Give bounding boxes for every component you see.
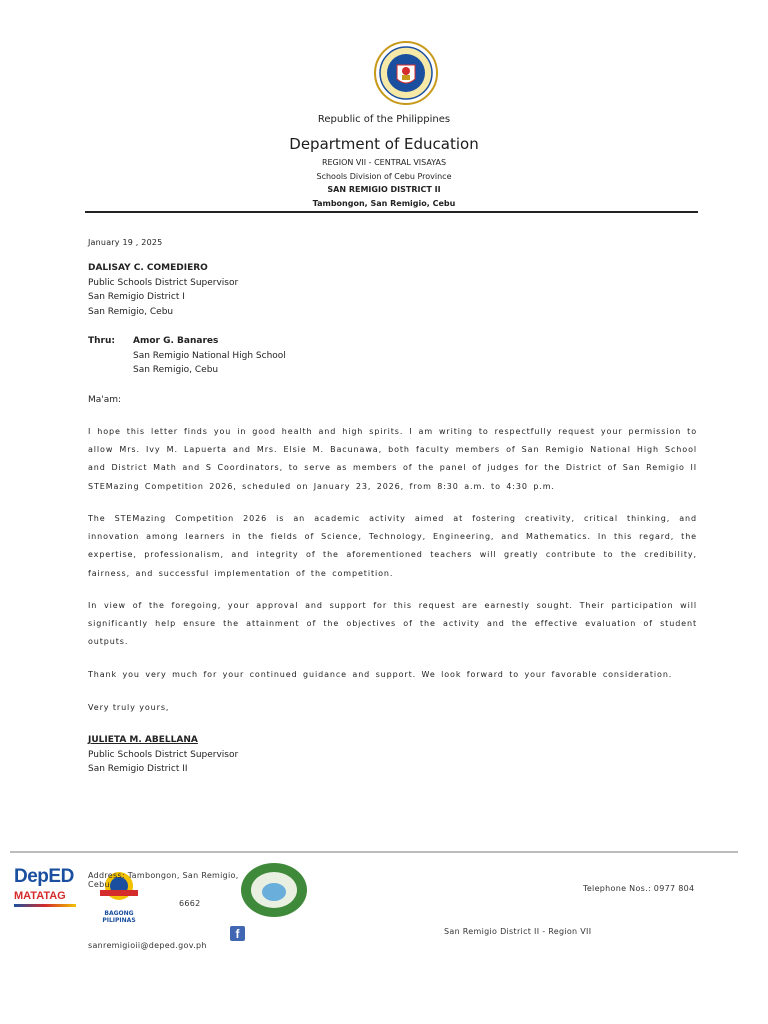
recipient-title: Public Schools District Supervisor xyxy=(88,277,239,288)
republic-label: Republic of the Philippines xyxy=(317,114,451,125)
thru-location: San Remigio, Cebu xyxy=(133,365,219,375)
header-divider xyxy=(85,211,698,213)
signatory-block xyxy=(88,733,238,777)
bagong-pilipinas-text: BAGONG PILIPINAS xyxy=(102,910,136,924)
body-paragraph-4: Thank you very much for your continued guidance and support. We look forward to your favorable consideration. xyxy=(88,670,673,679)
body-paragraph-1: I hope this letter finds you in good health and high spirits. I am writing to respectfully request your permission to allow Mrs. Ivy M. Lapuerta and Mrs. Elsie M. Bacunawa, both faculty members of San Remigio National High School and District Math and S Coordinators, to serve as members of the panel of judges for the District of San Remigio II STEMazing Competition 2026, scheduled on January 23, 2026, from 8:30 a.m. to 4:30 p.m. xyxy=(88,427,697,491)
region-label: REGION VII - CENTRAL VISAYAS xyxy=(321,158,447,167)
footer-zip: 6662 xyxy=(179,899,201,908)
closing: Very truly yours, xyxy=(88,703,170,712)
header-address: Tambongon, San Remigio, Cebu xyxy=(312,199,456,208)
letter-date: January 19 , 2025 xyxy=(88,238,163,247)
footer-email[interactable]: sanremigioii@deped.gov.ph xyxy=(88,941,207,950)
department-title: Department of Education xyxy=(289,135,479,153)
thru-name: Amor G. Banares xyxy=(133,336,219,346)
matatag-text: MATATAG xyxy=(14,890,66,902)
deped-matatag-logo xyxy=(14,866,78,918)
thru-block xyxy=(133,334,286,378)
footer-divider xyxy=(10,851,738,853)
matatag-stripe xyxy=(14,904,76,907)
facebook-icon[interactable]: f xyxy=(230,926,245,941)
district-label: SAN REMIGIO DISTRICT II xyxy=(327,185,441,194)
signatory-title: Public Schools District Supervisor xyxy=(88,749,239,760)
recipient-name: DALISAY C. COMEDIERO xyxy=(88,263,208,273)
footer-district-region: San Remigio District II - Region VII xyxy=(444,927,592,936)
district-seal-logo xyxy=(240,862,308,918)
salutation: Ma'am: xyxy=(88,395,122,405)
body-paragraph-2: The STEMazing Competition 2026 is an academic activity aimed at fostering creativity, critical thinking, and innovation among learners in the fields of Science, Technology, Engineering, and Mathematics. In this regard, the expertise, professionalism, and integrity of the aforementioned teachers will greatly contribute to the credibility, fairness, and successful implementation of the competition. xyxy=(88,514,697,578)
deped-logo-text: DepED xyxy=(14,866,74,887)
thru-label: Thru: xyxy=(88,336,115,346)
deped-seal-logo xyxy=(371,41,441,105)
footer-telephone: Telephone Nos.: 0977 804 xyxy=(583,884,695,893)
body-paragraph-3: In view of the foregoing, your approval and support for this request are earnestly sought. Their participation will significantly help ensure the attainment of the objectives of the activity and the effective evaluation of student outputs. xyxy=(88,601,697,647)
recipient-location: San Remigio, Cebu xyxy=(88,306,174,317)
division-label: Schools Division of Cebu Province xyxy=(316,172,452,181)
thru-school: San Remigio National High School xyxy=(133,350,286,361)
footer-address: Address: Tambongon, San Remigio, Cebu xyxy=(88,871,239,889)
signatory-name: JULIETA M. ABELLANA xyxy=(88,735,198,745)
recipient-block xyxy=(88,261,238,319)
signatory-office: San Remigio District II xyxy=(88,764,188,774)
recipient-office: San Remigio District I xyxy=(88,292,185,302)
